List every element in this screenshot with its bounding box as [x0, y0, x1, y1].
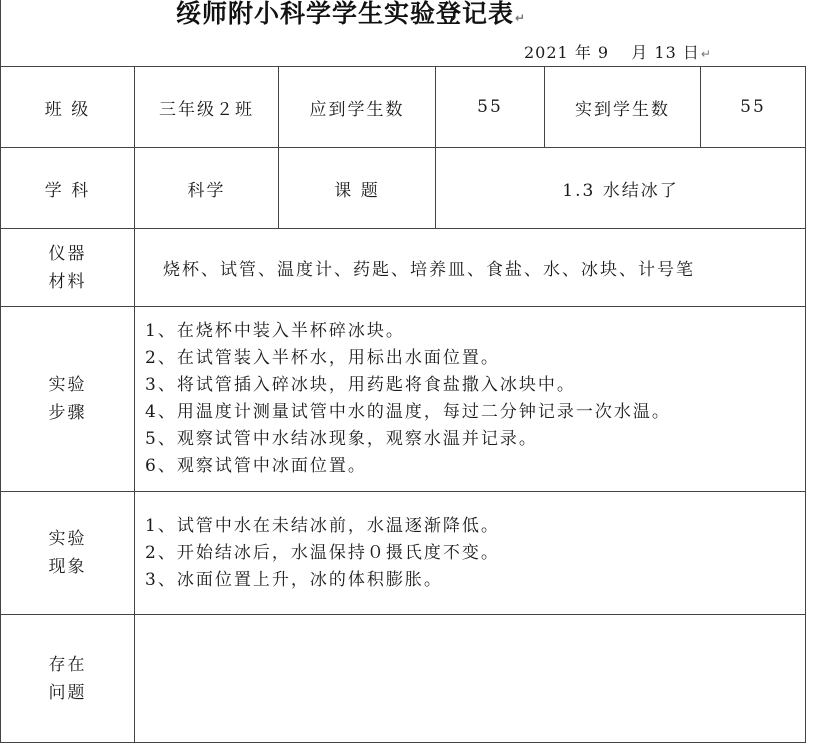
date-year: 2021	[524, 43, 569, 62]
page-title	[176, 0, 526, 30]
phenomena-label-line2: 现象	[48, 557, 87, 577]
problems-label-line1: 存在	[48, 654, 87, 675]
equipment-label-line2: 材料	[48, 271, 87, 292]
table-row-problems	[1, 615, 806, 743]
phenomenon-item: 3、冰面位置上升，冰的体积膨胀。	[145, 569, 443, 590]
page-left-border	[0, 0, 1, 66]
date-month-unit: 月	[631, 43, 649, 62]
problems-label	[1, 615, 135, 743]
step-item: 1、在烧杯中装入半杯碎冰块。	[145, 321, 405, 341]
equipment-label-line1: 仪器	[48, 243, 87, 264]
registration-table	[0, 66, 806, 743]
table-row-subject	[1, 148, 806, 229]
table-row-steps	[1, 307, 806, 492]
date-year-unit: 年	[574, 43, 592, 62]
date-month: 9	[597, 43, 610, 62]
actual-students-label: 实到学生数	[545, 67, 701, 148]
step-item: 3、将试管插入碎冰块，用药匙将食盐撒入冰块中。	[145, 375, 576, 395]
table-row-phenomena	[1, 492, 806, 615]
class-label: 班 级	[1, 67, 135, 148]
steps-label-line1: 实验	[48, 375, 87, 395]
equipment-value: 烧杯、试管、温度计、药匙、培养皿、食盐、水、冰块、计号笔	[135, 229, 806, 307]
step-item: 5、观察试管中水结冰现象，观察水温并记录。	[145, 429, 538, 449]
subject-label: 学 科	[1, 148, 135, 229]
date-day: 13	[654, 43, 677, 62]
topic-label: 课 题	[279, 148, 436, 229]
expected-students-value: 55	[436, 67, 545, 148]
steps-list	[135, 307, 806, 492]
step-item: 4、用温度计测量试管中水的温度，每过二分钟记录一次水温。	[145, 402, 671, 422]
paragraph-mark: ↵	[700, 47, 712, 61]
step-item: 6、观察试管中冰面位置。	[145, 456, 367, 476]
phenomena-label	[1, 492, 135, 615]
phenomena-list	[135, 492, 806, 615]
phenomenon-item: 1、试管中水在未结冰前，水温逐渐降低。	[145, 515, 500, 536]
topic-value: 1.3 水结冰了	[436, 148, 806, 229]
title-text: 绥师附小科学学生实验登记表	[176, 0, 515, 28]
step-item: 2、在试管装入半杯水，用标出水面位置。	[145, 348, 500, 368]
steps-label-line2: 步骤	[48, 403, 87, 423]
phenomena-label-line1: 实验	[48, 529, 87, 549]
equipment-label	[1, 229, 135, 307]
subject-value: 科学	[135, 148, 279, 229]
date-day-unit: 日	[682, 43, 700, 62]
problems-label-line2: 问题	[48, 682, 87, 703]
steps-label	[1, 307, 135, 492]
problems-value	[135, 615, 806, 743]
expected-students-label: 应到学生数	[279, 67, 436, 148]
date-line	[524, 40, 712, 63]
table-row-class	[1, 67, 806, 148]
paragraph-mark: ↵	[515, 11, 527, 25]
class-value: 三年级２班	[135, 67, 279, 148]
table-row-equipment	[1, 229, 806, 307]
actual-students-value: 55	[701, 67, 806, 148]
phenomenon-item: 2、开始结冰后，水温保持０摄氏度不变。	[145, 542, 500, 563]
